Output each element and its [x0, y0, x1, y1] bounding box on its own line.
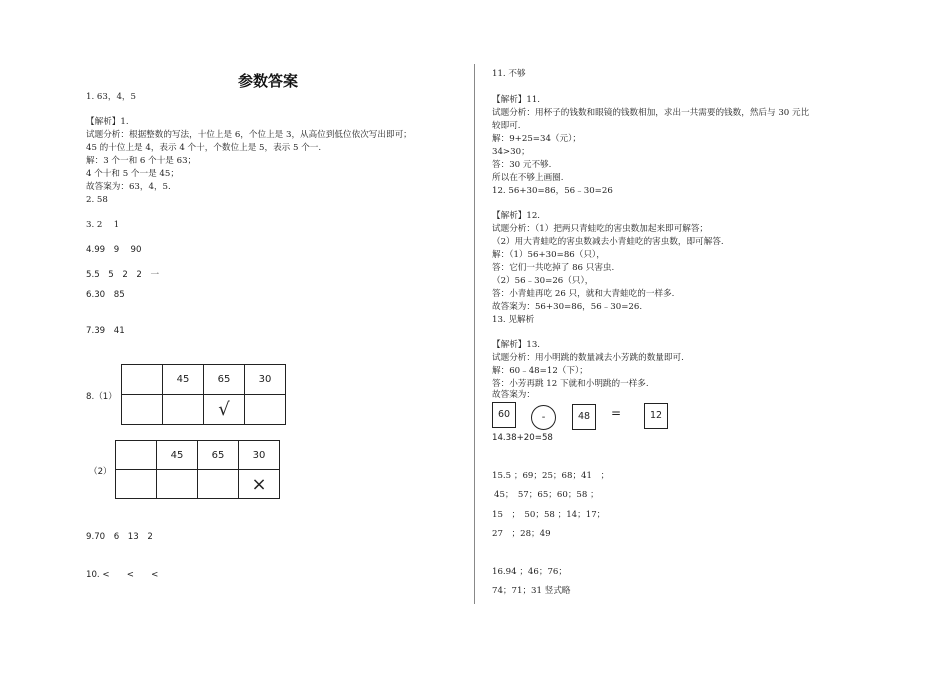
- equation-box: 12: [644, 403, 668, 429]
- answer-7: 7.39 41: [86, 326, 125, 336]
- analysis-12-line: 试题分析：（1）把两只青蛙吃的害虫数加起来即可解答；: [492, 224, 709, 234]
- cross-mark: ×: [239, 470, 280, 499]
- answer-14: 14.38+20=58: [492, 433, 553, 443]
- column-divider: [474, 64, 475, 604]
- table-cell: 65: [204, 365, 245, 395]
- analysis-11-line: 解：9+25=34（元）；: [492, 134, 582, 144]
- answer-15-line: 15.5 ；69；25；68；41 ；: [492, 471, 610, 481]
- table-cell: [122, 365, 163, 395]
- table-cell: 45: [163, 365, 204, 395]
- answer-15-line: 45； 57；65；60；58 ；: [494, 490, 599, 500]
- equation-circle: -: [531, 405, 556, 430]
- answer-15-line: 15 ； 50；58 ；14；17；: [492, 510, 606, 520]
- analysis-12-line: 故答案为：56+30=86，56﹣30=26.: [492, 302, 643, 312]
- analysis-1-line: 45 的十位上是 4，表示 4 个十，个数位上是 5，表示 5 个一.: [86, 143, 322, 153]
- table-cell: [245, 395, 286, 425]
- analysis-1-header: 【解析】1.: [86, 117, 129, 127]
- answer-8-table-2: [115, 440, 280, 499]
- table-cell: [163, 395, 204, 425]
- answer-8-part-1: 8.（1）: [86, 392, 117, 402]
- answer-15-line: 27 ；28；49: [492, 529, 551, 539]
- analysis-13-line: 故答案为：: [492, 390, 535, 400]
- analysis-13-line: 答：小芳再跳 12 下就和小明跳的一样多.: [492, 379, 649, 389]
- answer-8-table-1: [121, 364, 286, 425]
- analysis-12-line: 答：小青蛙再吃 26 只，就和大青蛙吃的一样多.: [492, 289, 675, 299]
- analysis-12-header: 【解析】12.: [492, 211, 541, 221]
- analysis-11-line: 答：30 元不够.: [492, 160, 552, 170]
- table-cell: [198, 470, 239, 499]
- table-cell: [116, 470, 157, 499]
- table-cell: 45: [157, 441, 198, 470]
- answer-16-line: 74；71；31 竖式略: [492, 586, 571, 596]
- answer-6: 6.30 85: [86, 290, 125, 300]
- table-cell: [122, 395, 163, 425]
- answer-12: 12. 56+30=86，56﹣30=26: [492, 186, 613, 196]
- analysis-13-header: 【解析】13.: [492, 340, 541, 350]
- equation-box: 60: [492, 402, 516, 428]
- table-cell: [116, 441, 157, 470]
- analysis-13-line: 解：60﹣48=12（下）；: [492, 366, 588, 376]
- answer-8-part-2: （2）: [89, 467, 112, 477]
- analysis-11-line: 34>30；: [492, 147, 530, 157]
- analysis-1-line: 试题分析：根据整数的写法，十位上是 6，个位上是 3，从高位到低位依次写出即可；: [86, 130, 412, 140]
- answer-13: 13. 见解析: [492, 315, 535, 325]
- page-title: 参数答案: [238, 72, 299, 90]
- analysis-13-line: 试题分析：用小明跳的数量减去小芳跳的数量即可.: [492, 353, 684, 363]
- answer-5: 5.5 5 2 2 一: [86, 270, 160, 280]
- equation-equals: =: [611, 406, 622, 420]
- analysis-11-line: 试题分析：用杯子的钱数和眼镜的钱数相加，求出一共需要的钱数，然后与 30 元比: [492, 108, 810, 118]
- analysis-12-line: （2）56﹣30=26（只），: [492, 276, 594, 286]
- table-cell: [157, 470, 198, 499]
- answer-1: 1. 63，4，5: [86, 92, 136, 102]
- analysis-11-line: 较即可.: [492, 121, 521, 131]
- answer-3: 3. 2 1: [86, 220, 120, 230]
- analysis-12-line: 答：它们一共吃掉了 86 只害虫.: [492, 263, 615, 273]
- answer-4: 4.99 9 90: [86, 245, 142, 255]
- check-mark: √: [204, 395, 245, 425]
- table-cell: 30: [245, 365, 286, 395]
- analysis-1-line: 故答案为：63，4，5.: [86, 182, 171, 192]
- answer-16-line: 16.94 ；46；76；: [492, 567, 567, 577]
- answer-11: 11. 不够: [492, 69, 526, 79]
- answer-9: 9.70 6 13 2: [86, 532, 153, 542]
- analysis-1-line: 4 个十和 5 个一是 45；: [86, 169, 179, 179]
- analysis-1-line: 解：3 个一和 6 个十是 63；: [86, 156, 197, 166]
- analysis-11-header: 【解析】11.: [492, 95, 541, 105]
- table-cell: 65: [198, 441, 239, 470]
- table-cell: 30: [239, 441, 280, 470]
- analysis-11-line: 所以在不够上画圈.: [492, 173, 564, 183]
- equation-box: 48: [572, 404, 596, 430]
- analysis-12-line: （2）用大青蛙吃的害虫数减去小青蛙吃的害虫数，即可解答.: [492, 237, 724, 247]
- answer-2: 2. 58: [86, 195, 108, 205]
- analysis-12-line: 解：（1）56+30=86（只），: [492, 250, 605, 260]
- answer-10: 10. < < <: [86, 570, 159, 580]
